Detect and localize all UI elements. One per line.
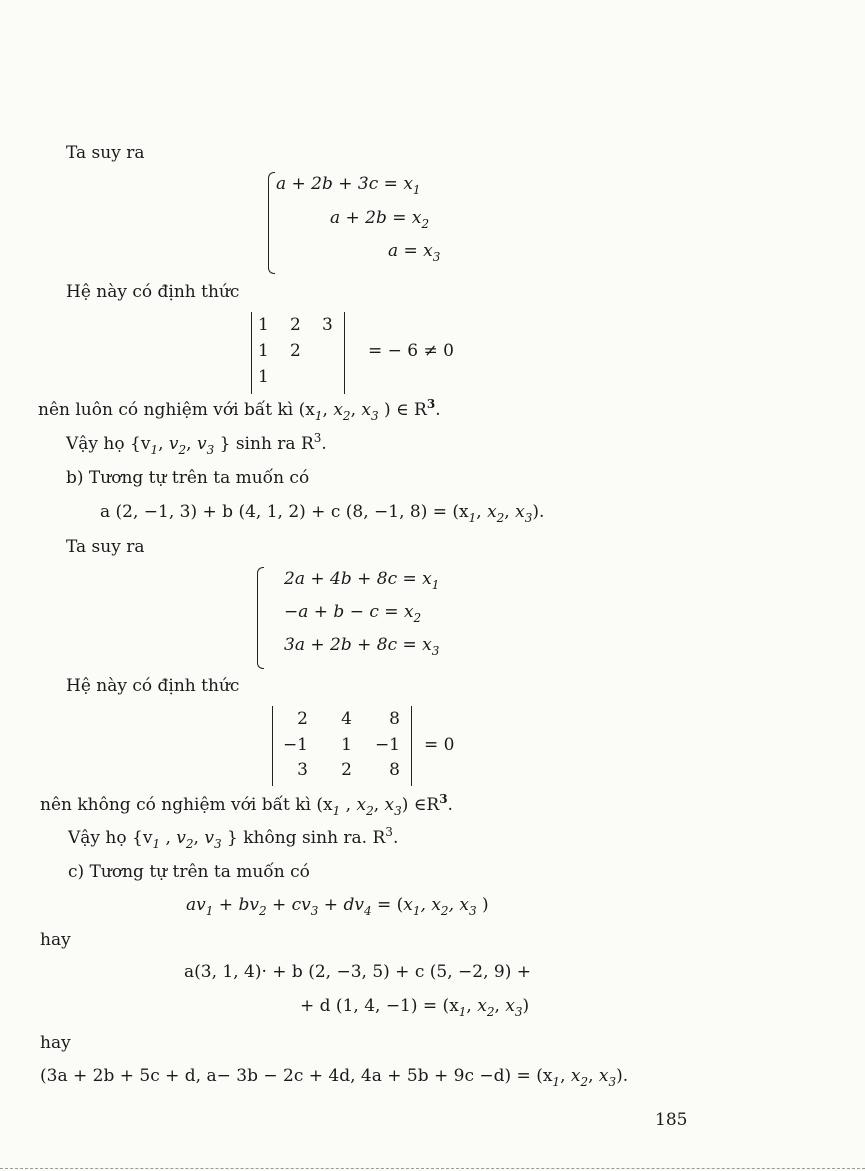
hay-2: hay bbox=[40, 1033, 71, 1053]
he-nay-2: Hệ này có định thức bbox=[66, 676, 240, 696]
part-c-line: c) Tương tự trên ta muốn có bbox=[68, 862, 310, 882]
system-1-eq-3: $a = x_3$ bbox=[388, 241, 441, 264]
det-1-left-bar bbox=[251, 312, 252, 394]
det-1-r1c3: 3 bbox=[322, 315, 333, 335]
system-1-eq-2: $a + 2b = x_2$ bbox=[330, 208, 430, 231]
bottom-rule bbox=[0, 1168, 865, 1169]
part-c-equation-2b: + d (1, 4, $-1) = (x_1$, $x_2$, $x_3$) bbox=[300, 996, 530, 1019]
he-nay-1: Hệ này có định thức bbox=[66, 282, 240, 302]
hay-1: hay bbox=[40, 930, 71, 950]
det-1-result: = − 6 ≠ 0 bbox=[368, 341, 454, 361]
det-1-r1c2: 2 bbox=[290, 315, 301, 335]
nen-luon-line: nên luôn có nghiệm với bất kì ($x_1$, $x_2$, $x_3$ ) ∈ $R^3$. bbox=[38, 397, 441, 423]
system-2-eq-2: $-a + b - c = x_2$ bbox=[284, 602, 422, 625]
system-1-brace bbox=[268, 172, 275, 274]
det-2-r1c1: 2 bbox=[297, 709, 308, 729]
part-c-equation: $av_1 + bv_2 + cv_3 + dv_4 = (x_1$, $x_2$, $x_3$ ) bbox=[186, 895, 489, 918]
nen-khong-line: nên không có nghiệm với bất kì ($x_1$ , $x_2$, $x_3$) $\in R^3$. bbox=[40, 792, 453, 818]
final-equation: (3a + 2b + 5c + d, a− 3b − 2c + 4d, $4a + 5b + 9c -d) = (x_1$, $x_2$, $x_3$). bbox=[40, 1066, 629, 1089]
det-2-r3c2: 2 bbox=[341, 760, 352, 780]
det-2-r2c3: −1 bbox=[374, 735, 400, 755]
det-1-r2c2: 2 bbox=[290, 341, 301, 361]
det-2-right-bar bbox=[411, 706, 412, 786]
system-1-eq-1: $a + 2b + 3c = x_1$ bbox=[276, 174, 421, 197]
det-2-r1c3: 8 bbox=[389, 709, 400, 729]
det-2-r2c1: −1 bbox=[282, 735, 308, 755]
ta-suy-ra-1: Ta suy ra bbox=[66, 143, 145, 163]
vay-ho-1: Vậy họ {$v_1$, $v_2$, $v_3$ } sinh ra $R^3$. bbox=[66, 431, 327, 457]
part-b-line: b) Tương tự trên ta muốn có bbox=[66, 468, 310, 488]
det-1-right-bar bbox=[344, 312, 345, 394]
det-1-r2c1: 1 bbox=[258, 341, 269, 361]
page-number: 185 bbox=[655, 1110, 688, 1130]
system-2-eq-1: $2a + 4b + 8c = x_1$ bbox=[284, 569, 440, 592]
part-b-equation: a (2, −1, 3) + b (4, 1, 2) + c (8, −1, $8) = (x_1$, $x_2$, $x_3$). bbox=[100, 502, 545, 525]
det-2-r2c2: 1 bbox=[341, 735, 352, 755]
ta-suy-ra-2: Ta suy ra bbox=[66, 537, 145, 557]
system-2-brace bbox=[257, 567, 264, 669]
det-2-left-bar bbox=[272, 706, 273, 786]
vay-ho-2: Vậy họ {$v_1$ , $v_2$, $v_3$ } không sinh ra. $R^3$. bbox=[68, 825, 399, 851]
det-1-r3c1: 1 bbox=[258, 367, 269, 387]
system-2-eq-3: $3a + 2b + 8c = x_3$ bbox=[284, 635, 440, 658]
det-2-r1c2: 4 bbox=[341, 709, 352, 729]
det-2-r3c1: 3 bbox=[297, 760, 308, 780]
det-2-result: = 0 bbox=[424, 735, 455, 755]
part-c-equation-2a: a(3, 1, 4)· + b (2, −3, 5) + c (5, −2, 9) + bbox=[184, 962, 531, 982]
det-1-r1c1: 1 bbox=[258, 315, 269, 335]
det-2-r3c3: 8 bbox=[389, 760, 400, 780]
